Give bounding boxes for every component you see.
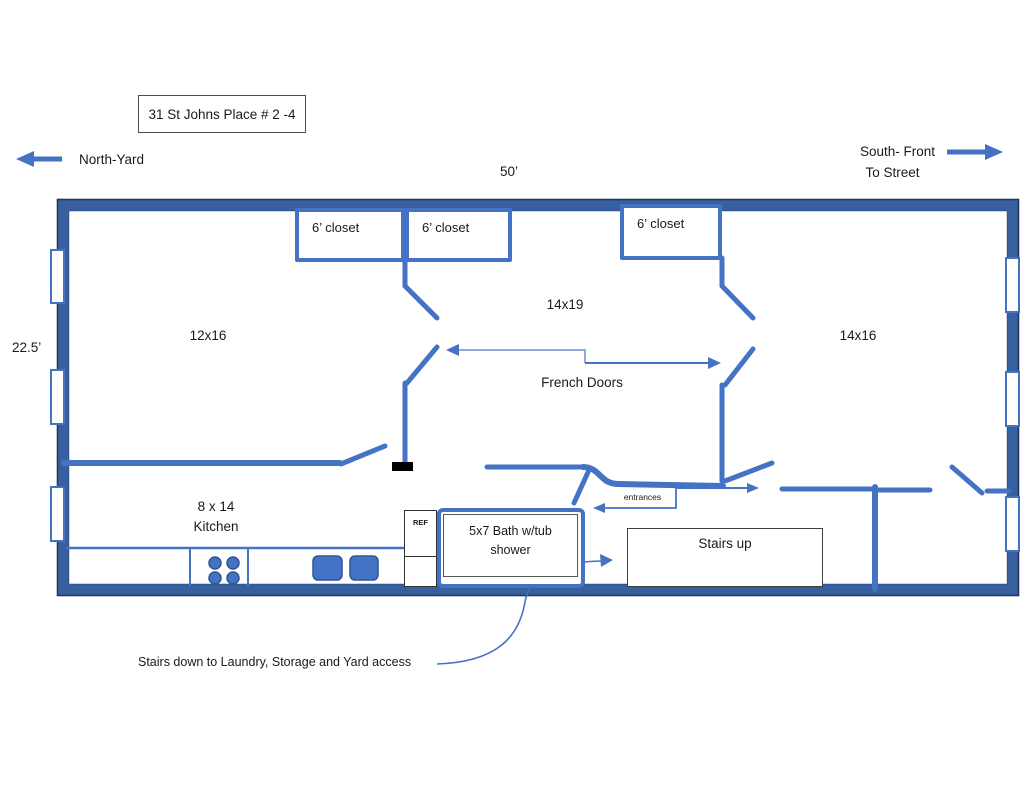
stairs-up-label: Stairs up <box>698 536 752 551</box>
title-box <box>138 95 306 133</box>
door-swing-bottom-right <box>952 467 982 493</box>
door-threshold <box>392 462 413 471</box>
north-arrow-icon <box>16 151 34 167</box>
door-swing-room-right <box>725 349 753 385</box>
stairs-down-arrow-icon <box>600 554 613 567</box>
stairs-up-box <box>627 528 823 587</box>
wall-s-curve <box>583 467 723 486</box>
closet-2 <box>405 208 512 262</box>
closet-1 <box>295 208 405 262</box>
refrigerator-label: REF <box>413 518 428 527</box>
stairs-down-note: Stairs down to Laundry, Storage and Yard access <box>138 655 412 669</box>
closet-3 <box>620 204 722 260</box>
door-swing-room-left <box>407 347 437 383</box>
bathroom-box <box>443 514 578 577</box>
door-swing-closet-hall <box>405 286 437 318</box>
french-doors-right-arrow-icon <box>708 357 721 369</box>
window-left-3 <box>51 487 64 541</box>
south-arrow-icon <box>985 144 1003 160</box>
bathroom-label-line2: shower <box>490 542 531 557</box>
door-swing-center <box>574 470 589 503</box>
window-left-1 <box>51 250 64 303</box>
entrances-left-arrow-icon <box>593 503 605 513</box>
refrigerator-box <box>404 510 437 557</box>
window-left-2 <box>51 370 64 424</box>
south-front-label: South- Front <box>859 144 936 159</box>
kitchen-size-label: 8 x 14 <box>197 499 235 514</box>
french-doors-label: French Doors <box>541 375 623 390</box>
plan-title: 31 St Johns Place # 2 -4 <box>148 106 296 122</box>
closet-2-label: 6’ closet <box>422 220 470 235</box>
stove-burners <box>209 557 239 584</box>
entrances-label: entrances <box>623 491 662 502</box>
french-doors-line-light <box>455 350 585 363</box>
counter-end-box <box>404 556 437 587</box>
closet-3-label: 6’ closet <box>637 216 685 231</box>
width-dimension-label: 50’ <box>500 164 519 179</box>
french-doors-connector <box>446 344 721 369</box>
kitchen-counter <box>66 548 437 586</box>
room-left-size-label: 12x16 <box>189 328 227 343</box>
window-right-3 <box>1006 497 1019 551</box>
height-dimension-label: 22.5’ <box>12 340 42 355</box>
kitchen-name-label: Kitchen <box>193 518 239 534</box>
window-right-1 <box>1006 258 1019 312</box>
burner-icon <box>209 572 221 584</box>
room-right-size-label: 14x16 <box>839 328 877 343</box>
sink-basin-icon <box>313 556 342 580</box>
sink-basin-icon <box>350 556 378 580</box>
burner-icon <box>209 557 221 569</box>
entrances-right-arrow-icon <box>747 483 759 493</box>
door-swing-kitchen <box>341 446 385 464</box>
kitchen-label <box>168 497 264 536</box>
sink-basins <box>313 556 378 580</box>
closet-1-label: 6’ closet <box>312 220 360 235</box>
burner-icon <box>227 557 239 569</box>
window-right-2 <box>1006 372 1019 426</box>
bathroom-label-line1: 5x7 Bath w/tub <box>469 524 552 538</box>
north-yard-label: North-Yard <box>79 152 145 167</box>
door-swing-right-hall <box>725 463 772 481</box>
to-street-label: To Street <box>865 165 920 180</box>
burner-icon <box>227 572 239 584</box>
french-doors-left-arrow-icon <box>446 344 459 356</box>
room-middle-size-label: 14x19 <box>546 297 584 312</box>
door-swing-closet3 <box>722 286 753 318</box>
